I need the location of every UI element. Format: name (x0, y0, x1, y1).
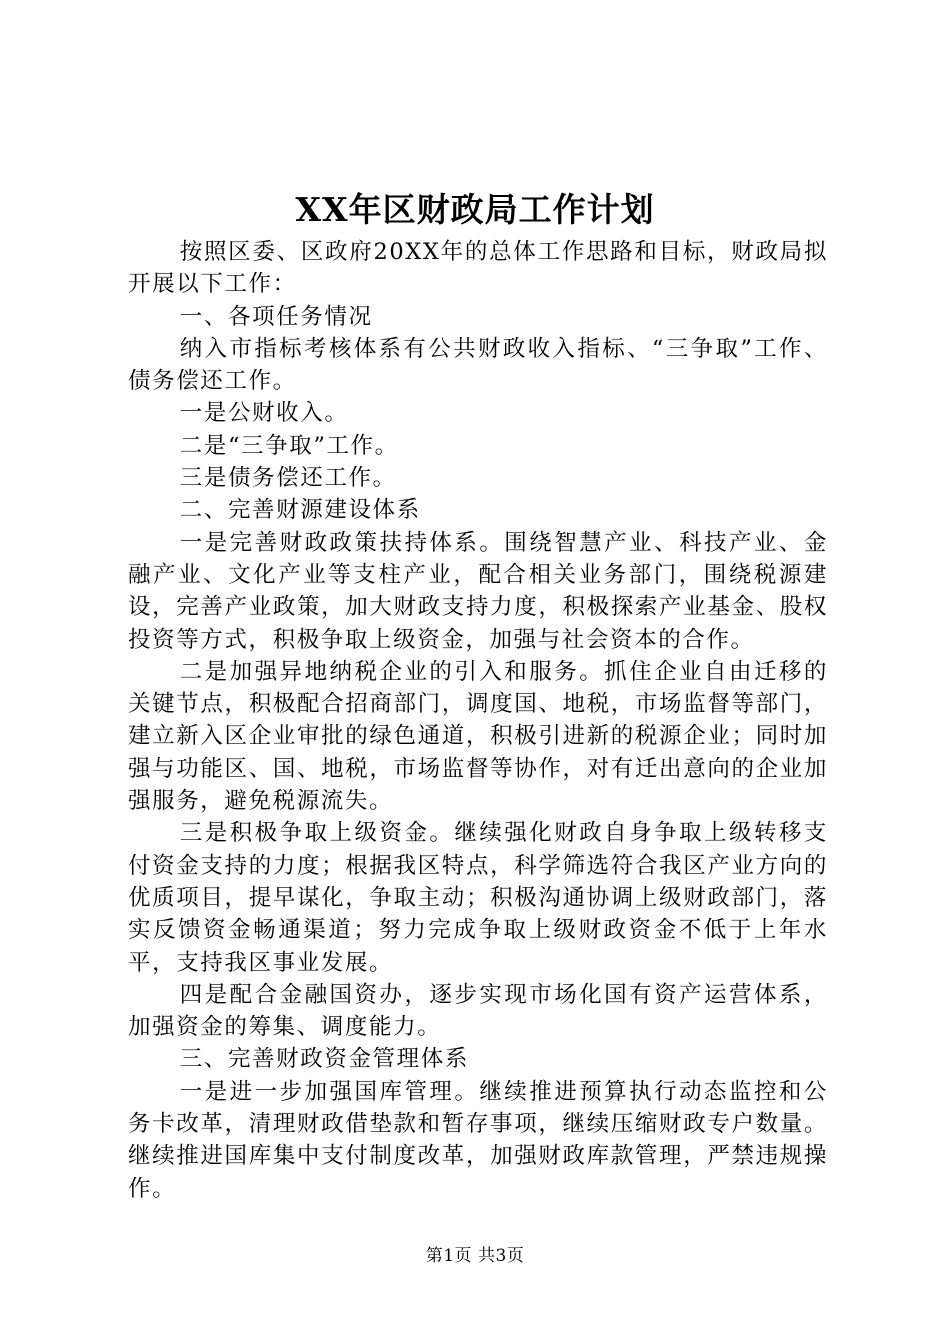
document-title: XX年区财政局工作计划 (295, 190, 655, 229)
paragraph: 三是债务偿还工作。 (179, 465, 397, 492)
page-footer: 第1页 共3页 (425, 1246, 525, 1266)
section-heading-3: 三、完善财政资金管理体系 (179, 1046, 469, 1073)
paragraph: 二是加强异地纳税企业的引入和服务。抓住企业自由迁移的关键节点，积极配合招商部门，调度国、地税，市场监督等部门，建立新入区企业审批的绿色通道，积极引进新的税源企业；同时加强与功能区、国、地税，市场监督等协作，对有迁出意向的企业加强服务，避免税源流失。 (128, 658, 828, 815)
paragraph: 纳入市指标考核体系有公共财政收入指标、“三争取”工作、债务偿还工作。 (128, 335, 828, 395)
document-body (128, 236, 828, 1205)
paragraph: 一是公财收入。 (179, 400, 349, 427)
section-heading-2: 二、完善财源建设体系 (179, 497, 421, 524)
paragraph: 四是配合金融国资办，逐步实现市场化国有资产运营体系，加强资金的筹集、调度能力。 (128, 981, 828, 1041)
paragraph: 一是完善财政政策扶持体系。围绕智慧产业、科技产业、金融产业、文化产业等支柱产业，配合相关业务部门，围绕税源建设，完善产业政策，加大财政支持力度，积极探索产业基金、股权投资等方式，积极争取上级资金，加强与社会资本的合作。 (128, 529, 828, 653)
paragraph: 二是“三争取”工作。 (179, 432, 399, 459)
paragraph: 一是进一步加强国库管理。继续推进预算执行动态监控和公务卡改革，清理财政借垫款和暂存事项，继续压缩财政专户数量。继续推进国库集中支付制度改革，加强财政库款管理，严禁违规操作。 (128, 1078, 828, 1202)
section-heading-1: 一、各项任务情况 (179, 303, 373, 330)
paragraph-intro: 按照区委、区政府20XX年的总体工作思路和目标，财政局拟开展以下工作： (128, 239, 828, 298)
paragraph: 三是积极争取上级资金。继续强化财政自身争取上级转移支付资金支持的力度；根据我区特点，科学筛选符合我区产业方向的优质项目，提早谋化，争取主动；积极沟通协调上级财政部门，落实反馈资金畅通渠道；努力完成争取上级财政资金不低于上年水平，支持我区事业发展。 (128, 820, 828, 976)
